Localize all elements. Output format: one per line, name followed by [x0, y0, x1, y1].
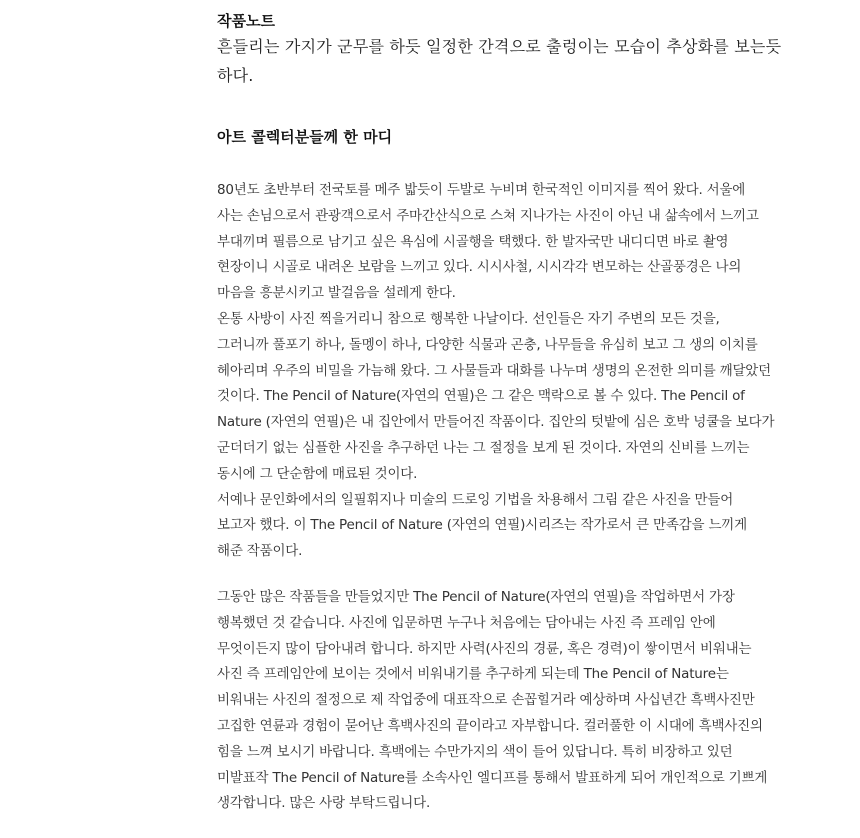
paragraph-line: 해준 작품이다.: [217, 543, 303, 560]
collector-message-heading: 아트 콜렉터분들께 한 마디: [217, 128, 393, 146]
note-line: 하다.: [217, 66, 254, 85]
paragraph-line: 군더더기 없는 심플한 사진을 추구하던 나는 그 절정을 보게 된 것이다. 자연의 신비를 느끼는: [217, 439, 750, 456]
paragraph-line: 80년도 초반부터 전국토를 메주 밟듯이 두발로 누비며 한국적인 이미지를 찍어 왔다. 서울에: [217, 182, 746, 198]
artist-statement: [217, 10, 797, 817]
paragraph-line: 보고자 했다. 이 The Pencil of Nature (자연의 연필)시리즈는 작가로서 큰 만족감을 느끼게: [217, 517, 747, 534]
paragraph-line: 행복했던 것 같습니다. 사진에 입문하면 누구나 처음에는 담아내는 사진 즉 프레임 안에: [217, 614, 716, 631]
paragraph-line: 무엇이든지 많이 담아내려 합니다. 하지만 사력(사진의 경륜, 혹은 경력)이 쌓이면서 비워내는: [217, 640, 752, 657]
paragraph-line: 그러니까 풀포기 하나, 돌멩이 하나, 다양한 식물과 곤충, 나무들을 유심히 보고 그 생의 이치를: [217, 336, 758, 353]
paragraph-line: 서예나 문인화에서의 일필휘지나 미술의 드로잉 기법을 차용해서 그림 같은 사진을 만들어: [217, 491, 734, 508]
paragraph-line: 사는 손님으로서 관광객으로서 주마간산식으로 스쳐 지나가는 사진이 아닌 내 삶속에서 느끼고: [217, 207, 759, 224]
artwork-note-heading: 작품노트: [217, 12, 275, 30]
paragraph-line: 생각합니다. 많은 사랑 부탁드립니다.: [217, 795, 431, 812]
paragraph-line: 사진 즉 프레임안에 보이는 것에서 비워내기를 추구하게 되는데 The Pencil of Nature는: [217, 666, 729, 683]
paragraph-line: 그동안 많은 작품들을 만들었지만 The Pencil of Nature(자연의 연필)을 작업하면서 가장: [217, 588, 735, 605]
paragraph-line: Nature (자연의 연필)은 내 집안에서 만들어진 작품이다. 집안의 텃밭에 심은 호박 넝쿨을 보다가: [217, 414, 775, 431]
paragraph-line: 고집한 연륜과 경험이 묻어난 흑백사진의 끝이라고 자부합니다. 컬러풀한 이 시대에 흑백사진의: [217, 717, 763, 734]
paragraph-line: 동시에 그 단순함에 매료된 것이다.: [217, 465, 418, 482]
paragraph-line: 힘을 느껴 보시기 바랍니다. 흑백에는 수만가지의 색이 들어 있답니다. 특히 비장하고 있던: [217, 743, 733, 760]
collector-paragraph-1: [217, 178, 797, 565]
paragraph-line: 마음을 흥분시키고 발걸음을 설레게 한다.: [217, 285, 456, 302]
paragraph-line: 미발표작 The Pencil of Nature를 소속사인 엘디프를 통해서 발표하게 되어 개인적으로 기쁘게: [217, 769, 768, 786]
collector-paragraph-2: [217, 585, 797, 817]
paragraph-line: 비워내는 사진의 절정으로 제 작업중에 대표작으로 손꼽힐거라 예상하며 사십년간 흑백사진만: [217, 692, 755, 709]
paragraph-line: 온통 사방이 사진 찍을거리니 참으로 행복한 나날이다. 선인들은 자기 주변의 모든 것을,: [217, 310, 720, 327]
paragraph-line: 것이다. The Pencil of Nature(자연의 연필)은 그 같은 맥락으로 볼 수 있다. The Pencil of: [217, 388, 745, 405]
paragraph-line: 현장이니 시골로 내려온 보람을 느끼고 있다. 시시사철, 시시각각 변모하는 산골풍경은 나의: [217, 259, 742, 276]
artwork-note-text: [217, 32, 797, 90]
paragraph-line: 부대끼며 필름으로 남기고 싶은 욕심에 시골행을 택했다. 한 발자국만 내디디면 바로 촬영: [217, 233, 729, 250]
paragraph-line: 헤아리며 우주의 비밀을 가늠해 왔다. 그 사물들과 대화를 나누며 생명의 온전한 의미를 깨달았던: [217, 362, 771, 379]
note-line: 흔들리는 가지가 군무를 하듯 일정한 간격으로 출렁이는 모습이 추상화를 보는듯: [217, 37, 782, 56]
